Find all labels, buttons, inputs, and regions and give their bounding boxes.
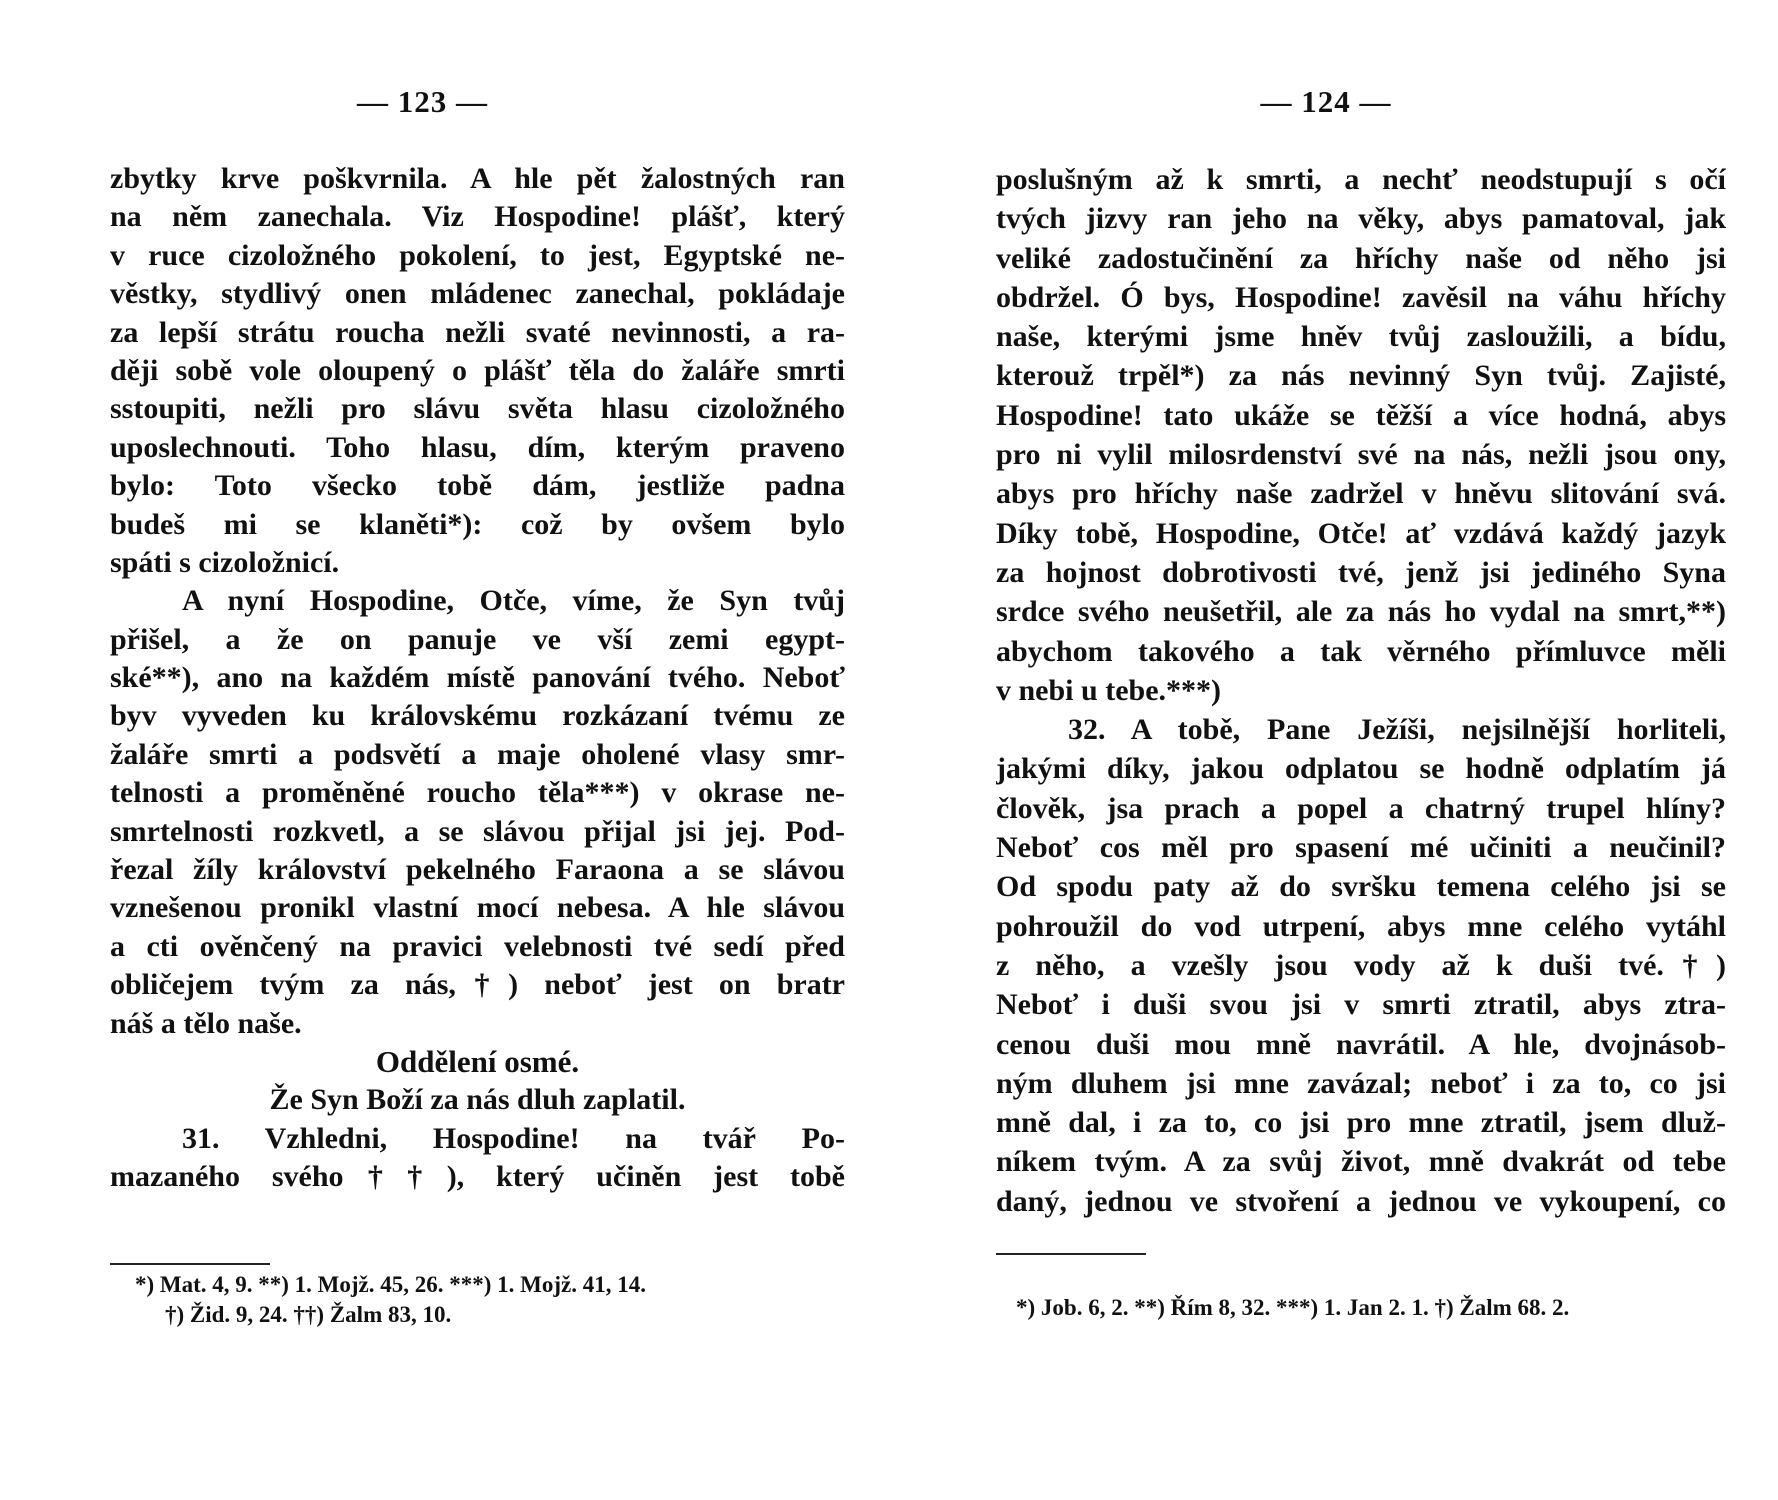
text-line: daný, jednou ve stvoření a jednou ve vykoupení, co [996,1184,1726,1218]
text-line: mazaného svého††), který učiněn jest tobě [110,1160,845,1194]
text-line: veliké zadostučinění za hříchy naše od něho jsi [996,241,1726,275]
text-line: v nebi u tebe.***) [996,673,1221,707]
footnotes [996,1293,1726,1323]
text-line: Neboť i duši svou jsi v smrti ztratil, abys ztra- [996,988,1726,1022]
text-line: obličejem tvým za nás,†) neboť jest on bratr [110,968,845,1002]
text-line: ději sobě vole oloupený o plášť těla do žaláře smrti [110,353,845,387]
text-line: byv vyveden ku královskému rozkázaní tvému ze [110,699,845,733]
text-line: ské**), ano na každém místě panování tvého. Neboť [110,661,845,695]
text-line: věstky, stydlivý onen mládenec zanechal, pokládaje [110,277,845,311]
text-line: zbytky krve poškvrnila. A hle pět žalostných ran [110,162,845,195]
footnote-line: †) Žid. 9, 24. ††) Žalm 83, 10. [165,1302,452,1327]
footnote-divider [110,1263,270,1265]
text-line: naše, kterými jsme hněv tvůj zasloužili, a bídu, [996,320,1726,354]
text-line: mně dal, i za to, co jsi pro mne ztratil, jsem dluž- [996,1106,1726,1140]
text-line: člověk, jsa prach a popel a chatrný trupel hlíny? [996,791,1726,825]
section-heading: Oddělení osmé. [375,1043,580,1079]
footnote-line: *) Mat. 4, 9. **) 1. Mojž. 45, 26. ***) 1. Mojž. 41, 14. [135,1272,646,1297]
text-line: spáti s cizoložnicí. [110,545,340,579]
page-body [996,160,1726,1221]
text-line: 31. Vzhledni, Hospodine! na tvář Po- [182,1121,845,1155]
text-line: za hojnost dobrotivosti tvé, jenž jsi jediného Syna [996,555,1726,589]
text-line: A nyní Hospodine, Otče, víme, že Syn tvůj [182,584,845,618]
text-line: žaláře smrti a podsvětí a maje oholené vlasy smr- [110,737,845,771]
text-line: budeš mi se klaněti*): což by ovšem bylo [110,507,845,541]
text-line: Díky tobě, Hospodine, Otče! ať vzdává každý jazyk [996,516,1726,550]
text-line: níkem tvým. A za svůj život, mně dvakrát od tebe [996,1145,1726,1179]
page-body [110,160,845,1197]
text-line: vznešenou pronikl vlastní mocí nebesa. A hle slávou [110,891,845,925]
text-line: náš a tělo naše. [110,1006,302,1040]
text-line: z něho, a vzešly jsou vody až k duši tvé.†) [996,948,1726,982]
text-line: přišel, a že on panuje ve vší zemi egypt- [110,622,845,656]
text-line: telnosti a proměněné roucho těla***) v okrase ne- [110,776,845,810]
text-line: pro ni vylil milosrdenství své na nás, nežli jsou ony, [996,438,1726,472]
page-number: — 124 — [1260,84,1392,119]
text-line: uposlechnouti. Toho hlasu, dím, kterým praveno [110,430,845,464]
footnote-line: *) Job. 6, 2. **) Řím 8, 32. ***) 1. Jan 2. 1. †) Žalm 68. 2. [1016,1295,1570,1320]
text-line: na něm zanechala. Viz Hospodine! plášť, který [110,200,845,234]
text-line: obdržel. Ó bys, Hospodine! zavěsil na váhu hříchy [996,280,1726,314]
text-line: smrtelnosti rozkvetl, a se slávou přijal jsi jej. Pod- [110,814,845,848]
page-number: — 123 — [357,84,488,119]
text-line: Od spodu paty až do svršku temena celého jsi se [996,870,1726,904]
text-line: abychom takového a tak věrného přímluvce měli [996,634,1726,668]
text-line: pohroužil do vod utrpení, abys mne celého vytáhl [996,909,1726,943]
text-line: bylo: Toto všecko tobě dám, jestliže padna [110,469,845,503]
section-subtitle: Že Syn Boží za nás dluh zaplatil. [269,1083,686,1117]
text-line: jakými díky, jakou odplatou se hodně odplatím já [996,752,1726,786]
footnotes [110,1270,845,1330]
text-line: řezal žíly království pekelného Faraona a se slávou [110,853,845,887]
text-line: kterouž trpěl*) za nás nevinný Syn tvůj. Zajisté, [996,359,1726,393]
text-line: Neboť cos měl pro spasení mé učiniti a neučinil? [996,831,1726,865]
text-line: srdce svého neušetřil, ale za nás ho vydal na smrt,**) [996,595,1726,629]
text-line: poslušným až k smrti, a nechť neodstupují s očí [996,163,1726,196]
text-line: v ruce cizoložného pokolení, to jest, Egyptské ne- [110,238,845,272]
text-line: a cti ověnčený na pravici velebnosti tvé sedí před [110,929,845,963]
footnote-divider [996,1253,1146,1255]
text-line: za lepší strátu roucha nežli svaté nevinnosti, a ra- [110,315,845,349]
text-line: Hospodine! tato ukáže se těžší a více hodná, abys [996,398,1726,432]
text-line: ným dluhem jsi mne zavázal; neboť i za to, co jsi [996,1066,1726,1100]
text-line: cenou duši mou mně navrátil. A hle, dvojnásob- [996,1027,1726,1061]
text-line: abys pro hříchy naše zadržel v hněvu slitování svá. [996,477,1726,511]
text-line: 32. A tobě, Pane Ježíši, nejsilnější horliteli, [1068,713,1726,747]
text-line: sstoupiti, nežli pro slávu světa hlasu cizoložného [110,392,845,426]
text-line: tvých jizvy ran jeho na věky, abys pamatoval, jak [996,202,1726,236]
